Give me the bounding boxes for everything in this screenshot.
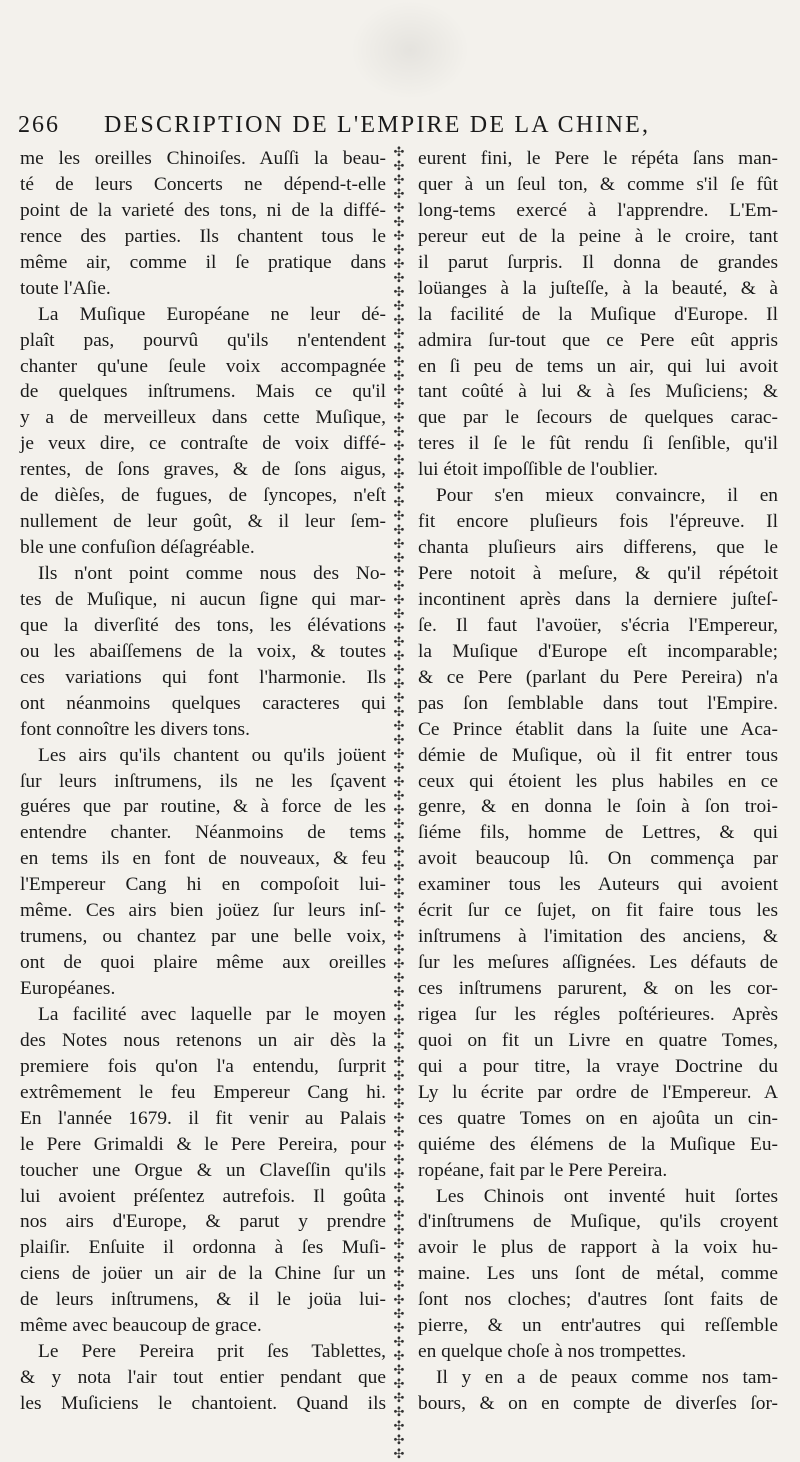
text-line: en quelque choſe à nos trompettes. bbox=[418, 1341, 687, 1363]
text-line: trumens, ou chantez par une belle voix, bbox=[20, 926, 386, 948]
text-line: entendre chanter. Néanmoins de tems bbox=[20, 822, 386, 844]
text-line: Ce Prince établit dans la ſuite une Aca- bbox=[418, 718, 778, 740]
text-line: des Notes nous retenons un air dès la bbox=[20, 1029, 386, 1051]
text-line: ſont nos cloches; d'autres ſont faits de bbox=[418, 1289, 778, 1311]
text-line: l'Empereur Cang hi en compoſoit lui- bbox=[20, 874, 386, 896]
text-line: il parut ſurpris. Il donna de grandes bbox=[418, 251, 778, 273]
text-line: premiere fois qu'on l'a entendu, ſurprit bbox=[20, 1055, 386, 1077]
text-line: ceux qui étoient les plus habiles en ce bbox=[418, 770, 778, 792]
text-line: Les airs qu'ils chantent ou qu'ils joüent bbox=[38, 744, 386, 766]
text-line: que par le ſecours de quelques carac- bbox=[418, 407, 778, 429]
text-line: ſur leurs inſtrumens, ils ne les ſçavent bbox=[20, 770, 386, 792]
text-line: pierre, & un entr'autres qui reſſemble bbox=[418, 1315, 778, 1337]
text-line: avoir le plus de rapport à la voix hu- bbox=[418, 1237, 778, 1259]
text-line: de dièſes, de fugues, de ſyncopes, n'eſt bbox=[20, 485, 386, 507]
text-line: lui avoient préſentez autrefois. Il goûta bbox=[20, 1185, 386, 1207]
text-line: quer à un ſeul ton, & comme s'il ſe fût bbox=[418, 173, 778, 195]
text-line: tant coûté à lui & à ſes Muſiciens; & bbox=[418, 381, 778, 403]
text-line: Ils n'ont point comme nous des No- bbox=[38, 563, 386, 584]
text-line: Pour s'en mieux convaincre, il en bbox=[436, 485, 778, 507]
text-line: que la diverſité des tons, les élévations bbox=[20, 614, 386, 636]
text-line: pas ſon ſemblable dans tout l'Empire. bbox=[418, 692, 778, 714]
text-line: Les Chinois ont inventé huit ſortes bbox=[436, 1185, 778, 1207]
text-line: lui étoit impoſſible de l'oublier. bbox=[418, 459, 658, 481]
text-line: même avec beaucoup de grace. bbox=[20, 1315, 262, 1337]
left-column bbox=[20, 146, 386, 1417]
text-line: ont de quoi plaire même aux oreilles bbox=[20, 952, 386, 974]
text-line: La facilité avec laquelle par le moyen bbox=[38, 1003, 386, 1025]
running-header bbox=[18, 112, 788, 146]
text-line: me les oreilles Chinoiſes. Auſſi la beau- bbox=[20, 148, 386, 169]
text-line: Le Pere Pereira prit ſes Tablettes, bbox=[38, 1341, 386, 1363]
text-line: en ſi peu de tems un air, qui lui avoit bbox=[418, 355, 778, 377]
text-line: ble une confuſion déſagréable. bbox=[20, 537, 255, 559]
text-line: ou les abaiſſemens de la voix, & toutes bbox=[20, 640, 386, 662]
text-line: Européanes. bbox=[20, 978, 116, 999]
text-line: ont néanmoins quelques caracteres qui bbox=[20, 692, 386, 714]
text-line: guéres que par routine, & à force de les bbox=[20, 796, 386, 818]
text-line: qui a pour titre, la vraye Doctrine du bbox=[418, 1055, 778, 1077]
text-line: ces inſtrumens parurent, & on les cor- bbox=[418, 978, 778, 999]
text-line: La Muſique Européane ne leur dé- bbox=[38, 303, 386, 325]
text-line: démie de Muſique, où il fit entrer tous bbox=[418, 744, 778, 766]
text-line: toute l'Aſie. bbox=[20, 277, 111, 299]
text-line: la Muſique d'Europe eſt incomparable; bbox=[418, 640, 778, 662]
text-line: chanta pluſieurs airs differens, que le bbox=[418, 537, 778, 559]
text-line: ciens de joüer un air de la Chine ſur un bbox=[20, 1263, 386, 1285]
text-line: même air, comme il ſe pratique dans bbox=[20, 251, 386, 273]
text-line: ſe. Il faut l'avoüer, s'écria l'Empereur, bbox=[418, 614, 778, 636]
text-line: fit encore pluſieurs fois l'épreuve. Il bbox=[418, 511, 778, 533]
text-line: quiéme des élémens de la Muſique Eu- bbox=[418, 1133, 778, 1155]
text-line: le Pere Grimaldi & le Pere Pereira, pour bbox=[20, 1133, 386, 1155]
text-line: rentes, de ſons graves, & de ſons aigus, bbox=[20, 459, 386, 481]
text-line: de leurs inſtrumens, & il le joüa lui- bbox=[20, 1289, 386, 1311]
text-line: quoi on fit un Livre en quatre Tomes, bbox=[418, 1029, 778, 1051]
page-number: 266 bbox=[18, 112, 60, 138]
text-line: maine. Les uns ſont de métal, comme bbox=[418, 1263, 778, 1285]
text-line: d'inſtrumens de Muſique, qu'ils croyent bbox=[418, 1211, 778, 1233]
text-line: ces variations qui font l'harmonie. Ils bbox=[20, 666, 386, 688]
text-line: extrêmement le feu Empereur Cang hi. bbox=[20, 1081, 386, 1103]
text-line: plaiſir. Enſuite il ordonna à ſes Muſi- bbox=[20, 1237, 386, 1259]
text-line: ropéane, fait par le Pere Pereira. bbox=[418, 1159, 668, 1181]
text-line: Ly lu écrite par ordre de l'Empereur. A bbox=[418, 1081, 778, 1103]
text-line: toucher une Orgue & un Claveſſin qu'ils bbox=[20, 1159, 386, 1181]
text-line: En l'année 1679. il fit venir au Palais bbox=[20, 1107, 386, 1129]
text-line: Pere notoit à meſure, & qu'il répétoit bbox=[418, 563, 778, 584]
ornamental-divider: ✣✣✣✣✣✣✣✣✣✣✣✣✣✣✣✣✣✣✣✣✣✣✣✣✣✣✣✣✣✣✣✣✣✣✣✣✣✣✣✣✣✣✣✣✣✣✣✣✣✣✣✣✣✣✣✣✣✣✣✣✣✣✣✣✣✣✣✣✣✣✣✣✣✣✣✣✣✣✣✣✣✣✣✣✣✣✣✣✣✣✣✣✣✣ bbox=[393, 145, 405, 1462]
text-line: avoit beaucoup lû. On commença par bbox=[418, 848, 778, 870]
text-line: plaît pas, pourvû qu'ils n'entendent bbox=[20, 329, 386, 351]
text-line: & ce Pere (parlant du Pere Pereira) n'a bbox=[418, 666, 778, 688]
text-line: té de leurs Concerts ne dépend-t-elle bbox=[20, 173, 386, 195]
text-line: la facilité de la Muſique d'Europe. Il bbox=[418, 303, 778, 325]
text-line: en tems ils en font de nouveaux, & feu bbox=[20, 848, 386, 870]
right-column bbox=[418, 146, 778, 1417]
text-line: écrit ſur ce ſujet, on fit faire tous les bbox=[418, 900, 778, 922]
text-line: chanter qu'une ſeule voix accompagnée bbox=[20, 355, 386, 377]
text-line: je veux dire, ce contraſte de voix diffé- bbox=[20, 433, 386, 455]
text-line: les Muſiciens le chantoient. Quand ils bbox=[20, 1393, 386, 1414]
text-line: y a de merveilleux dans cette Muſique, bbox=[20, 407, 386, 429]
text-line: rigea ſur les régles poſtérieures. Après bbox=[418, 1003, 778, 1025]
text-line: nos airs d'Europe, & parut y prendre bbox=[20, 1211, 386, 1233]
text-line: de quelques inſtrumens. Mais ce qu'il bbox=[20, 381, 386, 403]
text-line: teres il ſe le fût rendu ſi ſenſible, qu'il bbox=[418, 433, 778, 455]
text-line: long-tems exercé à l'apprendre. L'Em- bbox=[418, 199, 778, 221]
text-line: même. Ces airs bien joüez ſur leurs inſ- bbox=[20, 900, 386, 922]
text-line: loüanges à la juſteſſe, à la beauté, & à bbox=[418, 277, 778, 299]
text-line: examiner tous les Auteurs qui avoient bbox=[418, 874, 778, 896]
text-line: ſur les meſures aſſignées. Les défauts de bbox=[418, 952, 778, 974]
text-line: admira ſur-tout que ce Pere eût appris bbox=[418, 329, 778, 351]
text-line: ſiéme fils, homme de Lettres, & qui bbox=[418, 822, 778, 844]
paper-stain bbox=[350, 0, 470, 100]
text-line: pereur eut de la peine à le croire, tant bbox=[418, 225, 778, 247]
text-line: rence des parties. Ils chantent tous le bbox=[20, 225, 386, 247]
text-line: bours, & on en compte de diverſes ſor- bbox=[418, 1393, 778, 1414]
text-line: incontinent après dans la derniere juſteſ- bbox=[418, 588, 778, 610]
text-line: ces quatre Tomes on en ajoûta un cin- bbox=[418, 1107, 778, 1129]
text-line: & y nota l'air tout entier pendant que bbox=[20, 1367, 386, 1389]
text-line: point de la varieté des tons, ni de la diffé- bbox=[20, 199, 386, 221]
text-line: Il y en a de peaux comme nos tam- bbox=[436, 1367, 778, 1389]
text-line: inſtrumens à l'imitation des anciens, & bbox=[418, 926, 778, 948]
text-line: genre, & en donna le ſoin à ſon troi- bbox=[418, 796, 778, 818]
text-line: tes de Muſique, ni aucun ſigne qui mar- bbox=[20, 588, 386, 610]
text-line: eurent fini, le Pere le répéta ſans man- bbox=[418, 148, 778, 169]
text-line: nullement de leur goût, & il leur ſem- bbox=[20, 511, 386, 533]
running-title: DESCRIPTION DE L'EMPIRE DE LA CHINE, bbox=[104, 112, 651, 138]
text-line: font connoître les divers tons. bbox=[20, 718, 250, 740]
